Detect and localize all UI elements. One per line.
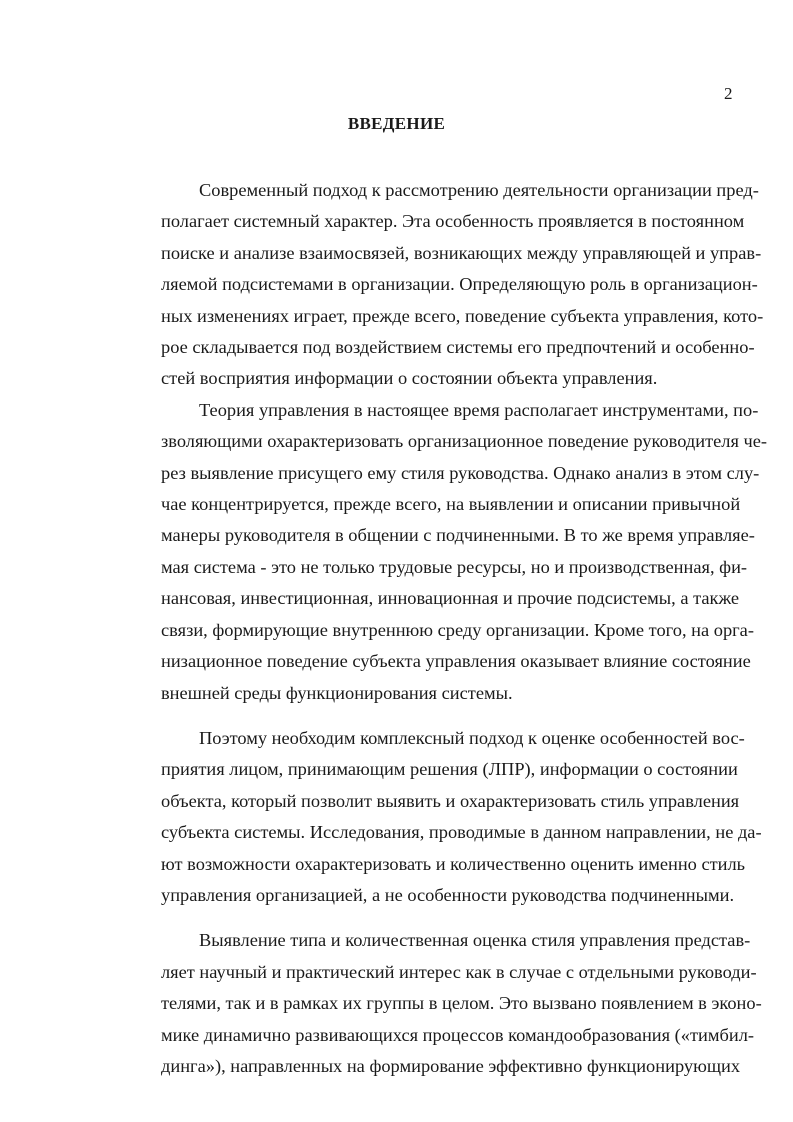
- text-line: манеры руководителя в общении с подчиненными. В то же время управляе-: [161, 525, 755, 546]
- text-line: субъекта системы. Исследования, проводимые в данном направлении, не да-: [161, 822, 762, 843]
- text-line: объекта, который позволит выявить и охарактеризовать стиль управления: [161, 790, 740, 811]
- text-line: Современный подход к рассмотрению деятельности организации пред-: [199, 180, 759, 200]
- text-line: ляемой подсистемами в организации. Определяющую роль в организацион-: [161, 274, 758, 295]
- text-line: Выявление типа и количественная оценка стиля управления представ-: [199, 930, 751, 951]
- text-line: связи, формирующие внутреннюю среду организации. Кроме того, на орга-: [161, 619, 754, 640]
- text-line: телями, так и в рамках их группы в целом. Это вызвано появлением в эконо-: [161, 993, 762, 1014]
- page-number: 2: [724, 84, 733, 103]
- text-line: динга»), направленных на формирование эффективно функционирующих: [161, 1055, 741, 1076]
- page-title: ВВЕДЕНИЕ: [347, 114, 446, 133]
- text-line: управления организацией, а не особенности руководства подчиненными.: [161, 884, 735, 905]
- text-line: полагает системный характер. Эта особенность проявляется в постоянном: [161, 211, 745, 232]
- text-line: чае концентрируется, прежде всего, на выявлении и описании привычной: [161, 494, 741, 515]
- text-line: низационное поведение субъекта управления оказывает влияние состояние: [161, 651, 751, 672]
- text-line: поиске и анализе взаимосвязей, возникающих между управляющей и управ-: [161, 242, 762, 263]
- text-line: мая система - это не только трудовые ресурсы, но и производственная, фи-: [161, 556, 748, 577]
- text-line: ют возможности охарактеризовать и количественно оценить именно стиль: [161, 853, 746, 874]
- text-line: рое складывается под воздействием системы его предпочтений и особенно-: [161, 337, 755, 358]
- document-body: [121, 175, 768, 1082]
- text-line: Поэтому необходим комплексный подход к оценке особенностей вос-: [199, 727, 745, 748]
- paragraph-3: [121, 723, 762, 911]
- text-line: внешней среды функционирования системы.: [161, 682, 513, 703]
- text-line: рез выявление присущего ему стиля руководства. Однако анализ в этом слу-: [161, 462, 760, 483]
- text-line: нансовая, инвестиционная, инновационная и прочие подсистемы, а также: [161, 588, 740, 609]
- text-line: стей восприятия информации о состоянии объекта управления.: [161, 368, 658, 389]
- text-line: зволяющими охарактеризовать организационное поведение руководителя че-: [161, 431, 768, 452]
- text-line: ных изменениях играет, прежде всего, поведение субъекта управления, кото-: [161, 305, 764, 326]
- text-line: ляет научный и практический интерес как в случае с отдельными руководи-: [161, 961, 757, 982]
- text-line: мике динамично развивающихся процессов командообразования («тимбил-: [161, 1024, 755, 1045]
- paragraph-2: [121, 395, 768, 709]
- paragraph-1: [121, 175, 764, 395]
- text-line: приятия лицом, принимающим решения (ЛПР), информации о состоянии: [161, 759, 738, 780]
- paragraph-4: [121, 925, 762, 1082]
- text-line: Теория управления в настоящее время располагает инструментами, по-: [199, 399, 759, 420]
